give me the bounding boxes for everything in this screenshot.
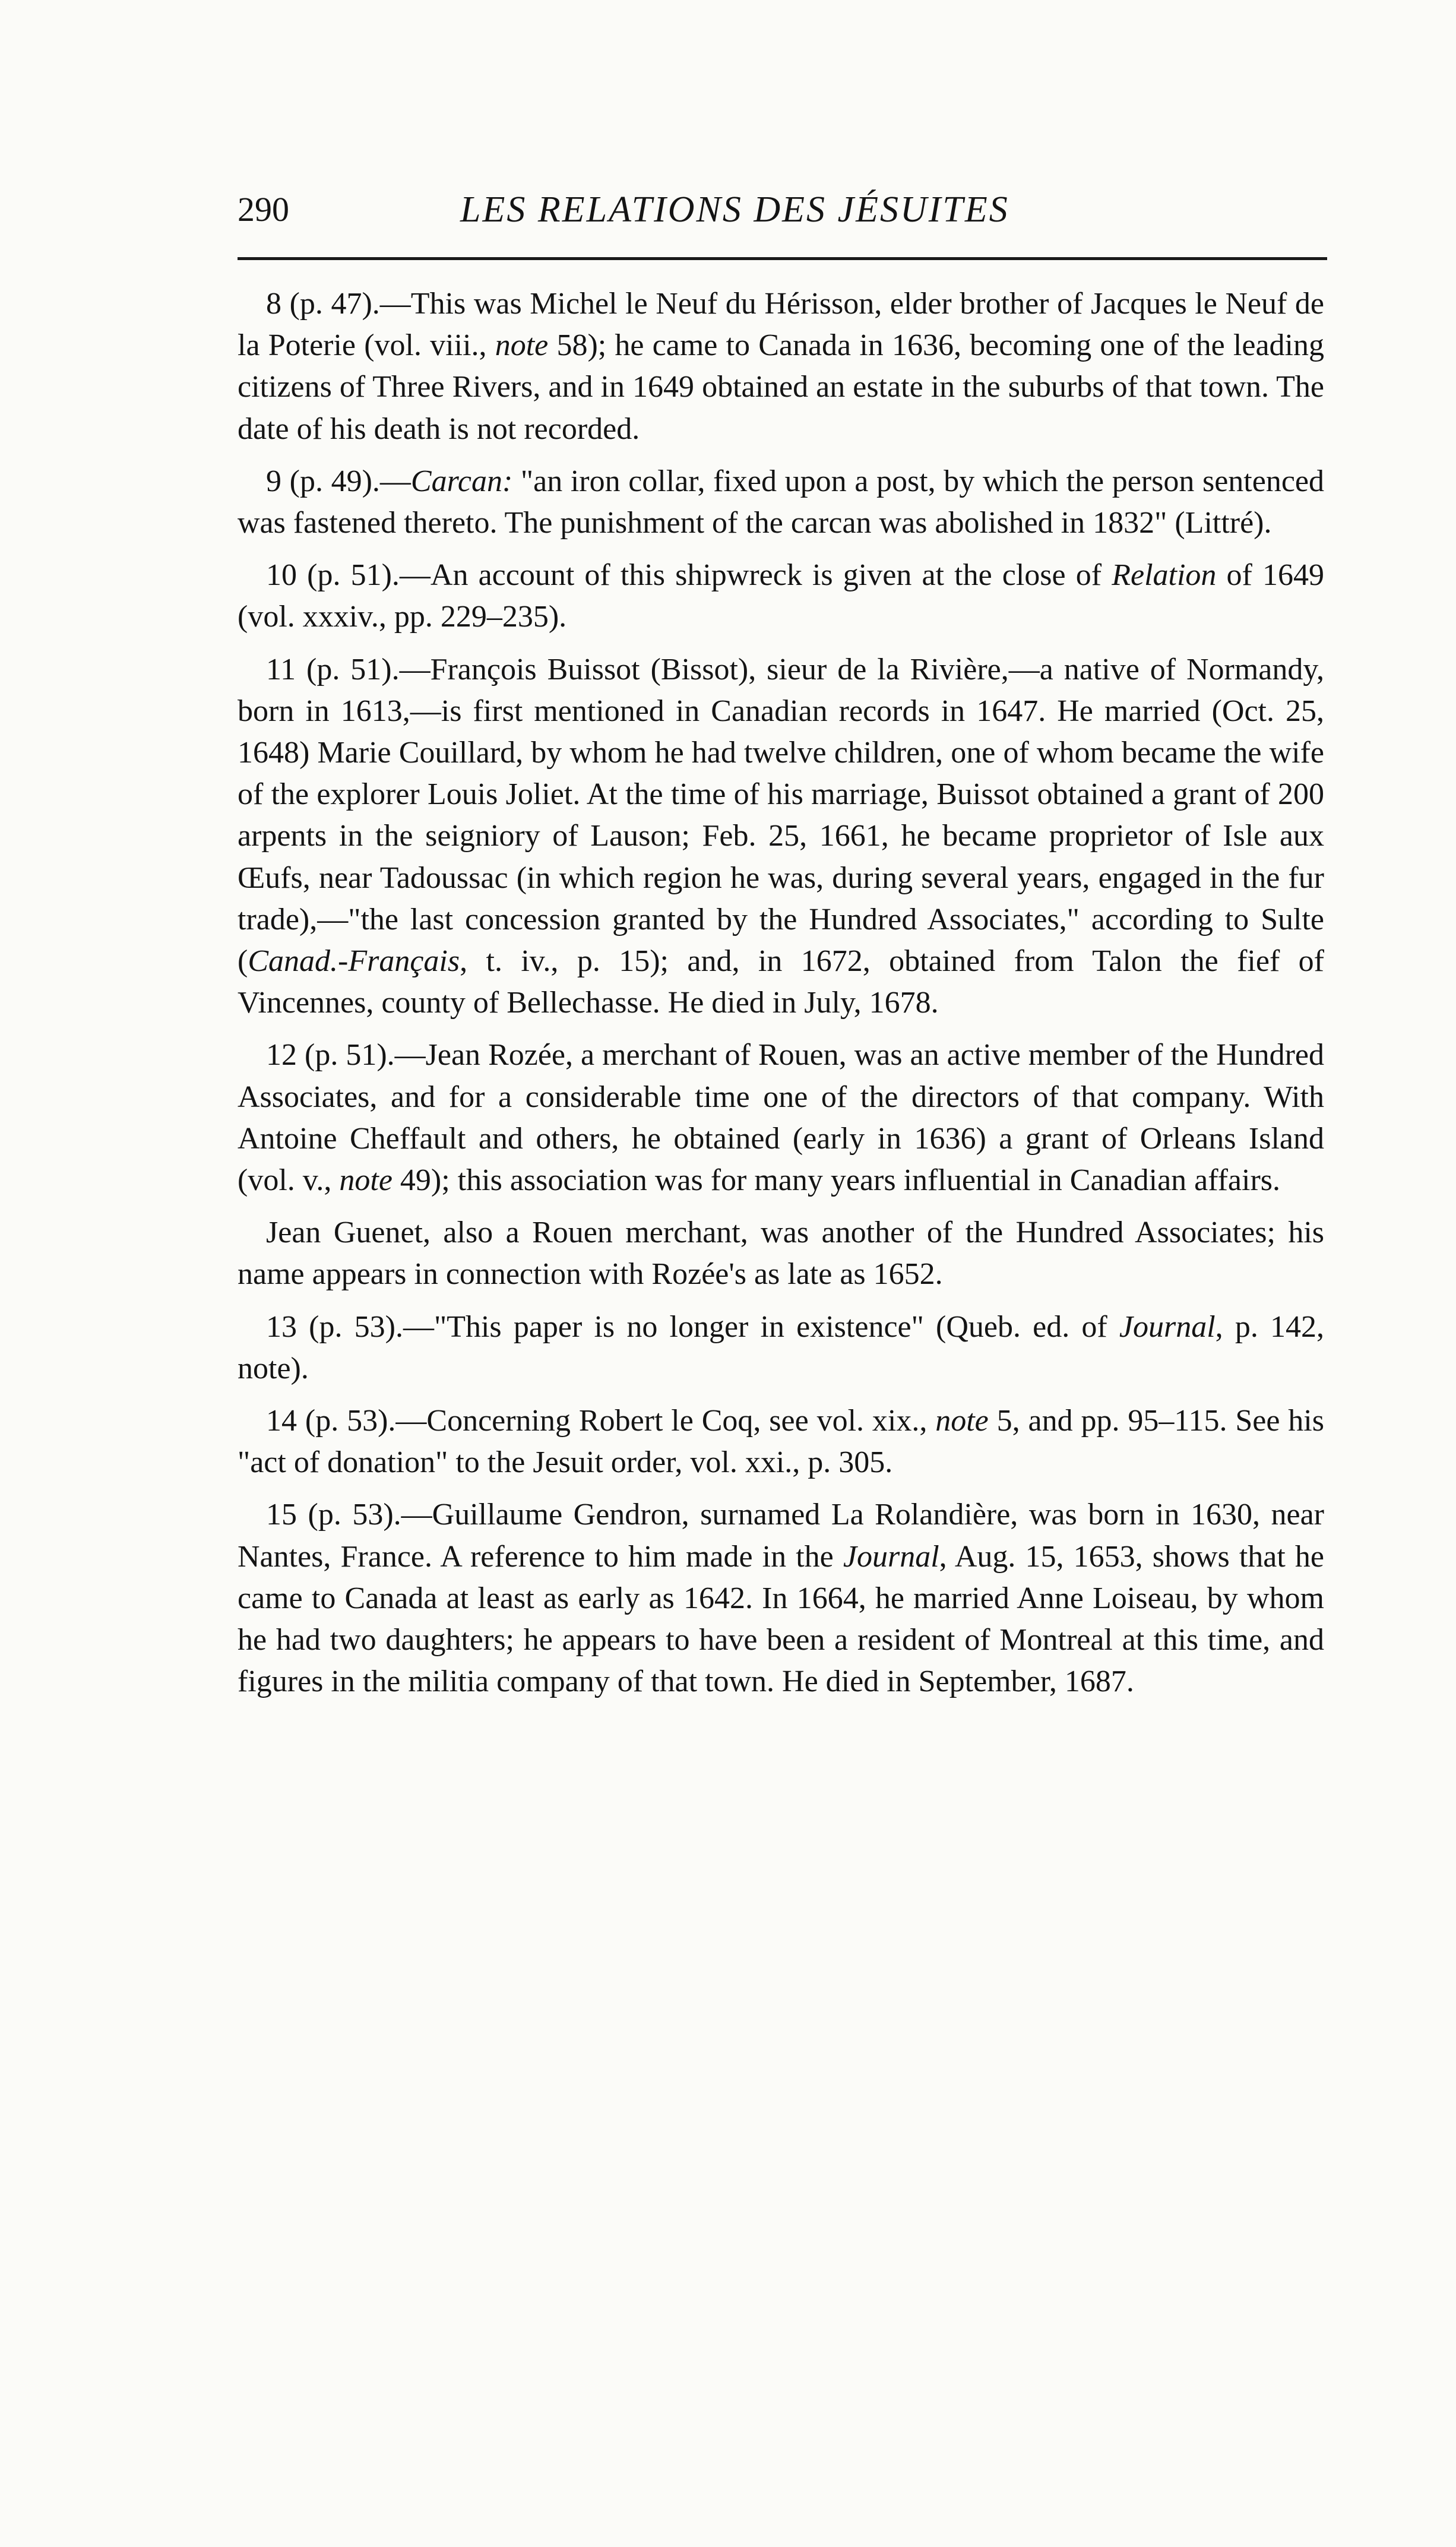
note-text: , Aug. 15, 1653, shows that he came to Canada at least as early as 1642. In 1664, he married Anne Loiseau, by whom he had two daughters; he appears to have been a resident of Montreal at this time, and figures in the militia company of that town. He died in September, 1687. bbox=[238, 1539, 1325, 1699]
note-9 bbox=[238, 461, 1324, 544]
header-rule bbox=[238, 257, 1327, 260]
note-12-continuation bbox=[238, 1212, 1324, 1295]
page-header bbox=[238, 189, 1327, 243]
note-text: Jean Guenet, also a Rouen merchant, was another of the Hundred Associates; his name appears in connection with Rozée's as late as 1652. bbox=[238, 1216, 1324, 1292]
note-text: 49); this association was for many years influential in Canadian affairs. bbox=[392, 1163, 1280, 1198]
note-italic: Journal bbox=[843, 1539, 939, 1574]
note-text: 9 (p. 49).— bbox=[266, 464, 411, 498]
note-text: 15 (p. 53).—Guillaume Gendron, surnamed La Rolandière, was born in 1630, near Nantes, France. A reference to him made in the bbox=[238, 1498, 1324, 1574]
note-text: , p. 142, note). bbox=[238, 1309, 1325, 1385]
note-text: 58); he came to Canada in 1636, becoming one of the leading citizens of Three Rivers, and in 1649 obtained an estate in the suburbs of that town. The date of his death is not recorded. bbox=[238, 328, 1324, 446]
note-text: 12 (p. 51).—Jean Rozée, a merchant of Rouen, was an active member of the Hundred Associates, and for a considerable time one of the directors of that company. With Antoine Cheffault and others, he obtained (early in 1636) a grant of Orleans Island (vol. v., bbox=[238, 1038, 1324, 1198]
note-8 bbox=[238, 283, 1324, 450]
note-text: 8 (p. 47).—This was Michel le Neuf du Hérisson, elder brother of Jacques le Neuf de la Poterie (vol. viii., bbox=[238, 287, 1324, 363]
note-13 bbox=[238, 1306, 1324, 1390]
note-italic: note bbox=[495, 328, 549, 363]
note-italic: Relation bbox=[1112, 558, 1217, 593]
page-number: 290 bbox=[238, 190, 289, 229]
note-text: , t. iv., p. 15); and, in 1672, obtained from Talon the fief of Vincennes, county of Bellechasse. He died in July, 1678. bbox=[238, 944, 1324, 1020]
note-italic: Canad.-Français bbox=[248, 944, 460, 979]
note-text: 10 (p. 51).—An account of this shipwreck is given at the close of bbox=[266, 558, 1112, 593]
note-text: 5, and pp. 95–115. See his "act of donation" to the Jesuit order, vol. xxi., p. 305. bbox=[238, 1404, 1324, 1480]
note-10 bbox=[238, 555, 1324, 638]
note-italic: note bbox=[339, 1163, 393, 1198]
note-text: "an iron collar, fixed upon a post, by which the person sentenced was fastened thereto. The punishment of the carcan was abolished in 1832" (Littré). bbox=[238, 464, 1324, 540]
note-italic: Journal bbox=[1119, 1309, 1216, 1344]
note-text: of 1649 (vol. xxxiv., pp. 229–235). bbox=[238, 558, 1324, 634]
notes-body bbox=[238, 283, 1324, 1714]
note-14 bbox=[238, 1400, 1324, 1483]
running-title: LES RELATIONS DES JÉSUITES bbox=[460, 189, 1009, 230]
note-11 bbox=[238, 649, 1324, 1024]
note-15 bbox=[238, 1494, 1324, 1703]
note-text: 11 (p. 51).—François Buissot (Bissot), sieur de la Rivière,—a native of Normandy, born in 1613,—is first mentioned in Canadian records in 1647. He married (Oct. 25, 1648) Marie Couillard, by whom he had twelve children, one of whom became the wife of the explorer Louis Joliet. At the time of his marriage, Buissot obtained a grant of 200 arpents in the seigniory of Lauson; Feb. 25, 1661, he became proprietor of Isle aux Œufs, near Tadoussac (in which region he was, during several years, engaged in the fur trade),—"the last concession granted by the Hundred Associates," according to Sulte ( bbox=[238, 652, 1324, 979]
note-12 bbox=[238, 1034, 1324, 1201]
note-text: 13 (p. 53).—"This paper is no longer in existence" (Queb. ed. of bbox=[266, 1309, 1119, 1344]
note-text: 14 (p. 53).—Concerning Robert le Coq, see vol. xix., bbox=[266, 1404, 936, 1438]
note-italic: note bbox=[935, 1404, 989, 1438]
note-italic: Carcan: bbox=[410, 464, 513, 498]
